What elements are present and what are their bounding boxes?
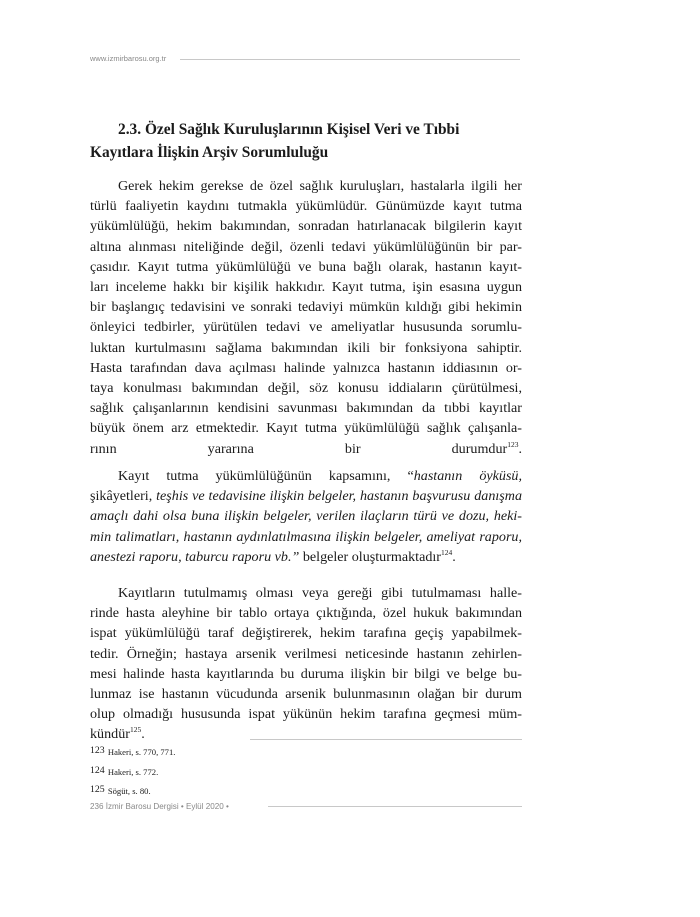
text-line: türlü faaliyetin kaydını tutmakla yükümlüdür. Günümüzde kayıt tutma [90,198,522,215]
text-line: altına alınması niteliğinde değil, özenli tedavi yükümlülüğünün bir par- [90,238,522,255]
text-fragment: belgeler oluşturmaktadır [299,548,442,565]
footnote-text: Hakeri, s. 772. [107,767,159,777]
text-line: çasıdır. Kayıt tutma yükümlülüğü ve buna bağlı olarak, hastanın kayıt- [90,258,522,275]
header-url[interactable]: www.izmirbarosu.org.tr [90,54,167,63]
footnote-number: 125 [90,784,105,795]
text-line: mesi halinde hasta kayıtlarında bu duruma ilişkin bir bilgi ve belge bu- [90,665,522,682]
italic-text: amaçlı dahi olsa buna ilişkin belgeler, verilen ilaçların türü ve dozu, heki- [90,508,522,525]
italic-text: hastanın öyküsü, [413,468,522,484]
text-line: Hasta tarafından dava açılması halinde yalnızca hastanın iddiasının or- [90,359,522,376]
text-line: Kayıtların tutulmamış olması veya gereği gibi tutulmaması halle- [118,585,522,601]
text-line: kündür$^{125}$. [90,725,145,743]
footnote-number: 124 [90,765,105,776]
text-line: anestezi raporu, taburcu raporu vb.” belgeler oluşturmaktadır$^{124}$. [90,547,456,565]
section-number: 2.3. [118,121,142,138]
italic-text: teşhis ve tedavisine ilişkin belgeler, hastanın başvurusu danışma [156,488,523,505]
footnote-rule [250,739,522,740]
text-fragment: şikâyetleri, [90,488,157,505]
text-line: lunmaz ise hastanın vücudunda arsenik bulunmasının olağan bir durum [90,686,522,703]
text-line [90,486,522,506]
paragraph-2 [90,466,522,567]
footnote [90,746,175,759]
section-heading [90,118,522,164]
text-fragment: kündür [90,726,130,743]
footer-rule [268,806,522,807]
text-line: Gerek hekim gerekse de özel sağlık kuruluşları, hastalarla ilgili her [118,178,522,194]
text-line: yükümlülüğü, hekim bakımından, sonradan hatırlanacak bilgilerin kayıt [90,218,522,235]
text-line: ispat yükümlülüğü taraf değiştirerek, hekim tarafına geçiş yapabilmek- [90,625,522,642]
footnote-text: Hakeri, s. 770, 771. [107,747,176,757]
italic-text: min talimatları, hastanın aydınlatılmasına ilişkin belgeler, ameliyat raporu, [90,528,522,545]
footnote-ref[interactable]: 125 [129,725,142,735]
text-line: ları inceleme hakkı bir kişilik hakkıdır. Kayıt tutma, işin esasına uygun [90,279,522,296]
text-line: rinde hasta aleyhine bir tablo ortaya çıktığında, özel hukuk bakımından [90,605,522,622]
page-footer: 236 İzmir Barosu Dergisi • Eylül 2020 • [90,802,229,811]
text-line: tedir. Örneğin; hastaya arsenik verilmesi neticesinde hastanın zehirlen- [90,645,522,662]
italic-text: anestezi raporu, taburcu raporu vb.” [90,548,300,565]
text-line [90,527,522,547]
text-line [90,466,522,486]
footnote-number: 123 [90,745,105,756]
text-line: büyük önem arz etmektedir. Kayıt tutma yükümlülüğü sağlık çalışanla- [90,420,522,437]
footnote [90,766,158,779]
footnote [90,785,151,798]
paragraph-1 [90,176,522,459]
section-title: Özel Sağlık Kuruluşlarının Kişisel Veri ve Tıbbi Kayıtlara İlişkin Arşiv Sorumluluğu [90,121,460,161]
header-rule [180,59,520,60]
text-line: taya konulması bakımından değil, söz konusu iddiaların çürütülmesi, [90,380,522,397]
text-line: olup olmadığı hususunda ispat yükünün hekim tarafına geçmesi müm- [90,706,522,723]
footnote-ref[interactable]: 124 [441,547,453,557]
text-fragment: rının yararına bir durumdur [90,440,508,457]
text-line: bir başlangıç tedavisini ve sonraki tedaviyi mümkün kıldığı gibi hekimin [90,299,522,316]
text-line: önleyici tedbirler, yürütülen tedavi ve ameliyatlar hususunda sorumlu- [90,319,522,336]
text-line [90,506,522,526]
text-line: rının yararına bir durumdur$^{123}$. [90,439,522,457]
footnote-text: Sögüt, s. 80. [107,786,151,796]
text-line: luktan kurtulmasını sağlama bakımından ikili bir fonksiyona sahiptir. [90,339,522,356]
text-fragment: Kayıt tutma yükümlülüğünün kapsamını, “ [118,468,414,484]
footnote-ref[interactable]: 123 [507,439,519,449]
text-line: sağlık çalışanlarının kendisini savunması bakımından da tıbbi kayıtlar [90,400,522,417]
paragraph-3 [90,583,522,745]
